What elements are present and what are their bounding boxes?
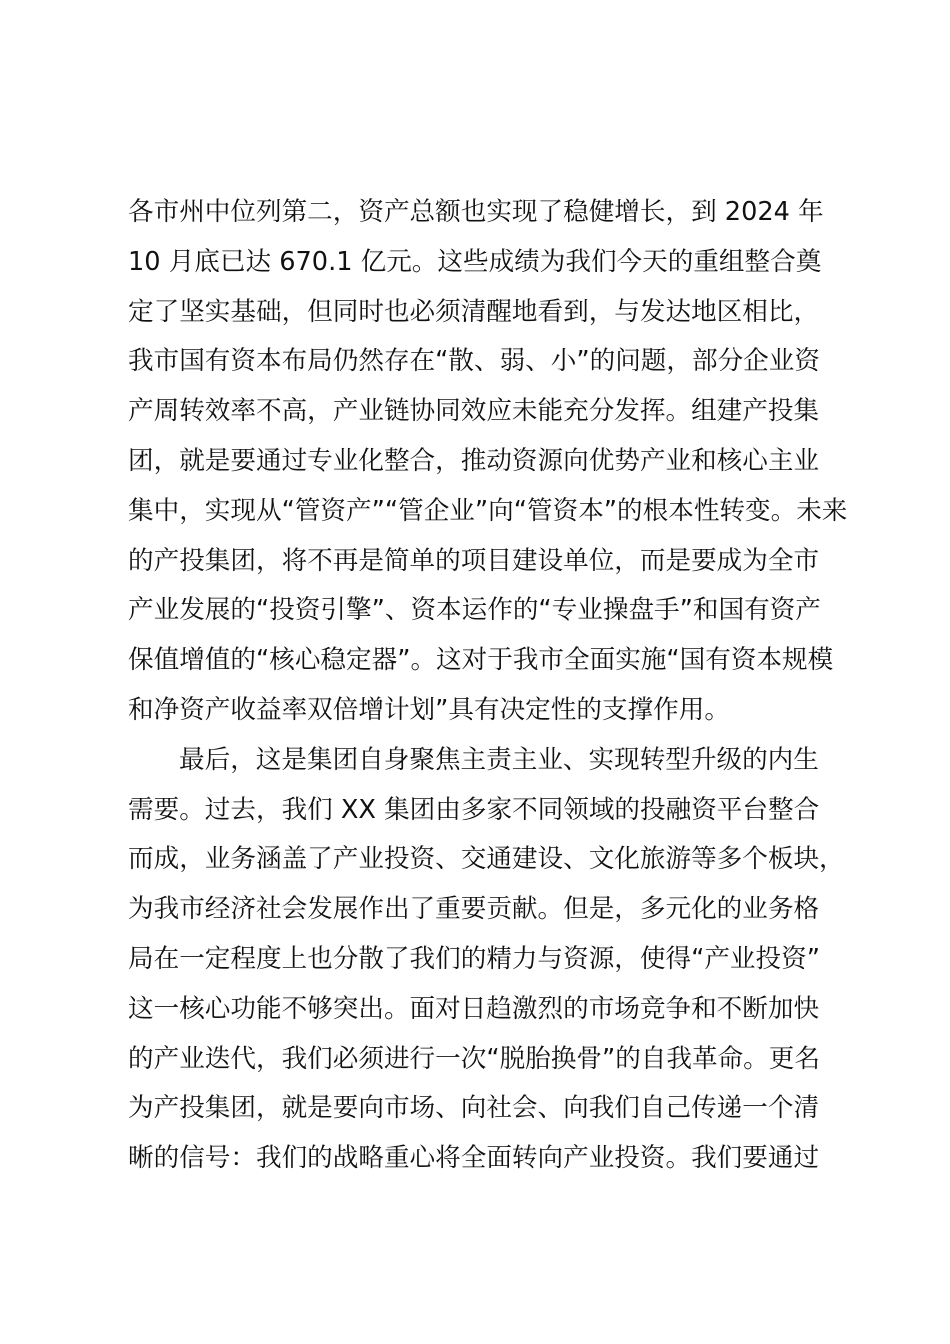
text-line: 我市国有资本布局仍然存在“散、弱、小”的问题，部分企业资 bbox=[128, 346, 820, 377]
text-line: 产周转效率不高，产业链协同效应未能充分发挥。组建产投集 bbox=[128, 396, 820, 427]
text-line: 的产投集团，将不再是简单的项目建设单位，而是要成为全市 bbox=[128, 545, 820, 576]
text-line: 各市州中位列第二，资产总额也实现了稳健增长，到 2024 年 bbox=[128, 197, 824, 227]
text-line: 集中，实现从“管资产”“管企业”向“管资本”的根本性转变。未来 bbox=[128, 495, 848, 526]
text-line: 为产投集团，就是要向市场、向社会、向我们自己传递一个清 bbox=[128, 1093, 820, 1124]
text-line: 最后，这是集团自身聚焦主责主业、实现转型升级的内生 bbox=[179, 744, 819, 775]
text-line: 需要。过去，我们 XX 集团由多家不同领域的投融资平台整合 bbox=[128, 794, 820, 825]
document-body bbox=[128, 188, 868, 1184]
text-line: 定了坚实基础，但同时也必须清醒地看到，与发达地区相比， bbox=[128, 296, 820, 327]
paragraph-1 bbox=[128, 188, 868, 736]
text-line: 保值增值的“核心稳定器”。这对于我市全面实施“国有资本规模 bbox=[128, 645, 834, 676]
text-line: 为我市经济社会发展作出了重要贡献。但是，多元化的业务格 bbox=[128, 894, 820, 925]
text-line: 团，就是要通过专业化整合，推动资源向优势产业和核心主业 bbox=[128, 445, 820, 476]
text-line: 局在一定程度上也分散了我们的精力与资源，使得“产业投资” bbox=[128, 943, 820, 974]
text-line: 10 月底已达 670.1 亿元。这些成绩为我们今天的重组整合奠 bbox=[128, 246, 822, 277]
text-line: 的产业迭代，我们必须进行一次“脱胎换骨”的自我革命。更名 bbox=[128, 1043, 820, 1074]
text-line: 晰的信号：我们的战略重心将全面转向产业投资。我们要通过 bbox=[128, 1143, 820, 1174]
text-line: 而成，业务涵盖了产业投资、交通建设、文化旅游等多个板块， bbox=[128, 844, 845, 875]
paragraph-2 bbox=[128, 736, 868, 1184]
text-line: 这一核心功能不够突出。面对日趋激烈的市场竞争和不断加快 bbox=[128, 993, 820, 1024]
text-line: 产业发展的“投资引擎”、资本运作的“专业操盘手”和国有资产 bbox=[128, 595, 821, 626]
text-line: 和净资产收益率双倍增计划”具有决定性的支撑作用。 bbox=[128, 694, 730, 725]
